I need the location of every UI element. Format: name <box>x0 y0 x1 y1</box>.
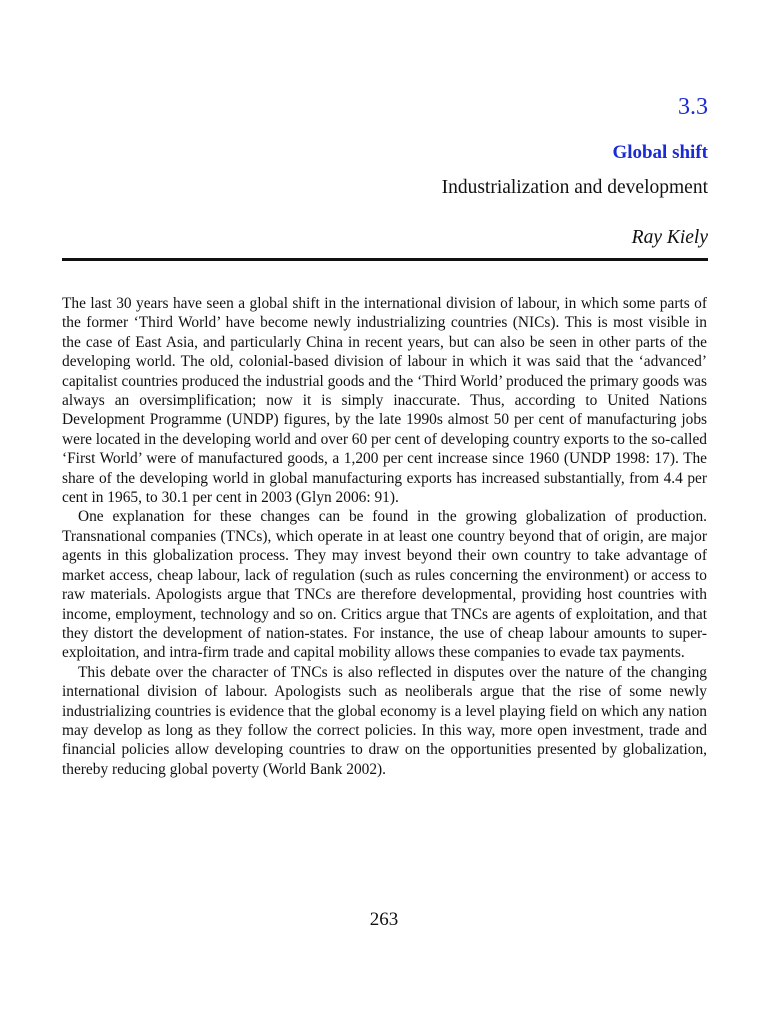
chapter-title: Global shift <box>612 142 708 163</box>
chapter-number: 3.3 <box>678 94 708 120</box>
body-text <box>62 294 707 779</box>
paragraph: The last 30 years have seen a global shift in the international division of labour, in which some parts of the former ‘Third World’ have become newly industrializing countries (NICs). This is most visible in the case of East Asia, and particularly China in recent years, but can also be seen in other parts of the developing world. The old, colonial-based division of labour in which it was said that the ‘advanced’ capitalist countries produced the industrial goods and the ‘Third World’ produced the primary goods was always an oversimplification; now it is simply inaccurate. Thus, according to United Nations Development Programme (UNDP) figures, by the late 1990s almost 50 per cent of manufacturing jobs were located in the developing world and over 60 per cent of developing country exports to the so-called ‘First World’ were of manufactured goods, a 1,200 per cent increase since 1960 (UNDP 1998: 17). The share of the developing world in global manufacturing exports has increased substantially, from 4.4 per cent in 1965, to 30.1 per cent in 2003 (Glyn 2006: 91). <box>62 295 707 507</box>
header-divider <box>62 258 708 261</box>
paragraph: This debate over the character of TNCs is also reflected in disputes over the nature of the changing international division of labour. Apologists such as neoliberals argue that the rise of some newly industrializing countries is evidence that the global economy is a level playing field on which any nation may develop as long as they follow the correct policies. In this way, more open investment, trade and financial policies allow developing countries to draw on the opportunities presented by globalization, thereby reducing global poverty (World Bank 2002). <box>62 663 707 778</box>
paragraph: One explanation for these changes can be found in the growing globalization of production. Transnational companies (TNCs), which operate in at least one country beyond that of origin, are major agents in this globalization process. They may invest beyond their own country to take advantage of market access, cheap labour, lack of regulation (such as rules concerning the environment) or access to raw materials. Apologists argue that TNCs are therefore developmental, providing host countries with income, employment, technology and so on. Critics argue that TNCs are agents of exploitation, and that they distort the development of nation-states. For instance, the use of cheap labour amounts to super-exploitation, and intra-firm trade and capital mobility allows these companies to evade tax payments. <box>62 508 707 662</box>
chapter-author: Ray Kiely <box>631 227 708 248</box>
chapter-subtitle: Industrialization and development <box>441 177 708 198</box>
page-number: 263 <box>369 909 399 930</box>
